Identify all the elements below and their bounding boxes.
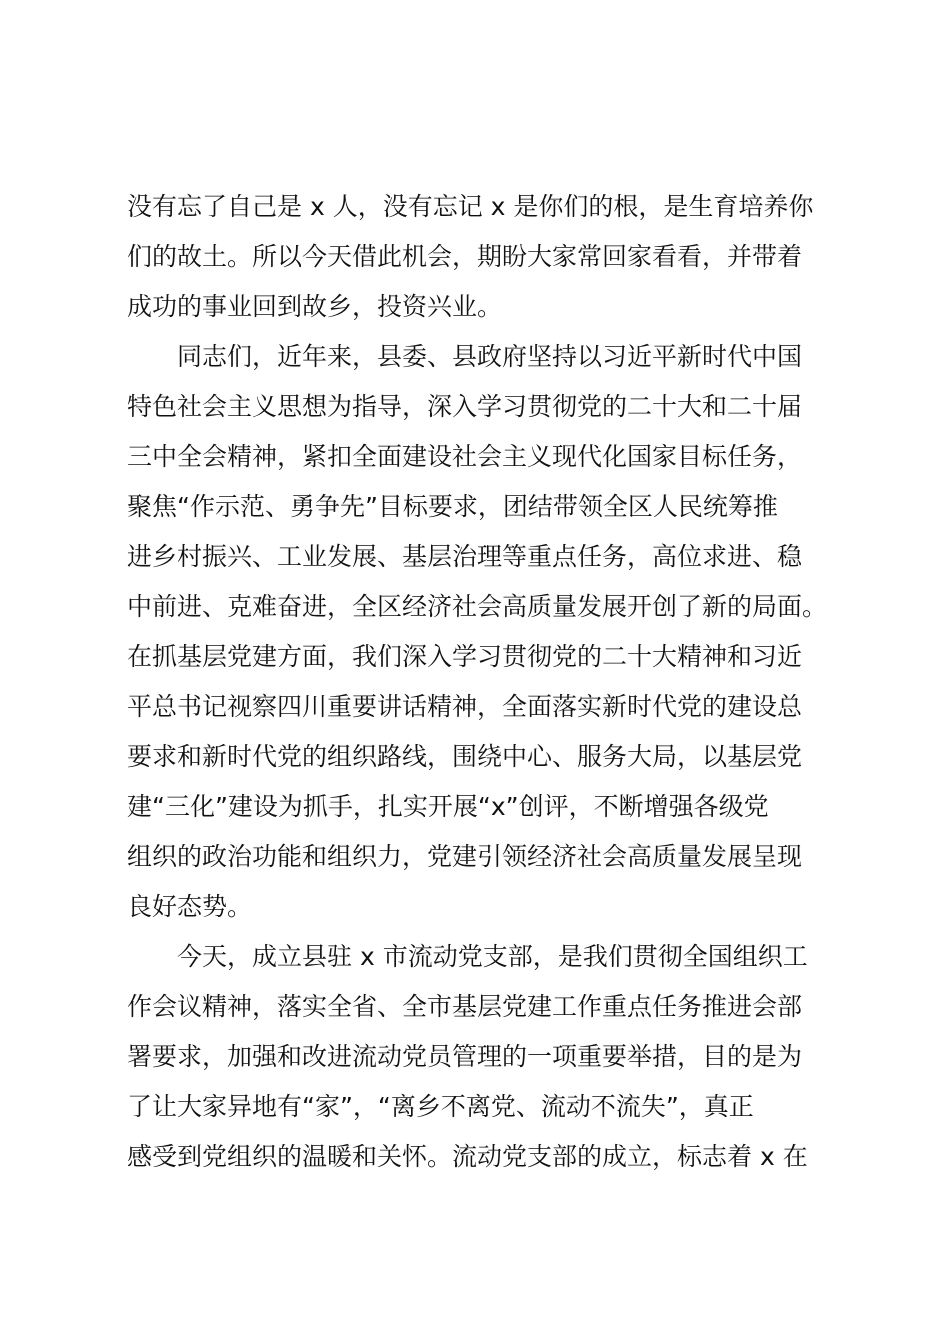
text-line: 进乡村振兴、工业发展、基层治理等重点任务，高位求进、稳 — [127, 542, 803, 571]
text-line: 特色社会主义思想为指导，深入学习贯彻党的二十大和二十届 — [127, 392, 803, 421]
text-line: 成功的事业回到故乡，投资兴业。 — [127, 292, 503, 321]
text-line: 平总书记视察四川重要讲话精神，全面落实新时代党的建设总 — [127, 692, 803, 721]
text-line: 组织的政治功能和组织力，党建引领经济社会高质量发展呈现 — [127, 842, 803, 871]
text-line: 建“三化”建设为抓手，扎实开展“x”创评，不断增强各级党 — [127, 792, 769, 821]
text-line: 聚焦“作示范、勇争先”目标要求，团结带领全区人民统筹推 — [127, 492, 778, 521]
text-line: 要求和新时代党的组织路线，围绕中心、服务大局，以基层党 — [127, 742, 803, 771]
text-line: 们的故土。所以今天借此机会，期盼大家常回家看看，并带着 — [127, 242, 803, 271]
body-text — [127, 182, 847, 1182]
text-line: 署要求，加强和改进流动党员管理的一项重要举措，目的是为 — [127, 1042, 803, 1071]
text-line: 感受到党组织的温暖和关怀。流动党支部的成立，标志着 x 在 — [127, 1142, 808, 1171]
text-line: 三中全会精神，紧扣全面建设社会主义现代化国家目标任务， — [127, 442, 803, 471]
text-line: 了让大家异地有“家”，“离乡不离党、流动不流失”，真正 — [127, 1092, 754, 1121]
text-line: 中前进、克难奋进，全区经济社会高质量发展开创了新的局面。 — [127, 592, 828, 621]
text-line: 今天，成立县驻 x 市流动党支部，是我们贯彻全国组织工 — [127, 942, 808, 971]
text-line: 没有忘了自己是 x 人，没有忘记 x 是你们的根，是生育培养你 — [127, 192, 814, 221]
text-line: 在抓基层党建方面，我们深入学习贯彻党的二十大精神和习近 — [127, 642, 803, 671]
text-line: 作会议精神，落实全省、全市基层党建工作重点任务推进会部 — [127, 992, 803, 1021]
text-line: 良好态势。 — [127, 892, 253, 921]
text-line: 同志们，近年来，县委、县政府坚持以习近平新时代中国 — [127, 342, 803, 371]
